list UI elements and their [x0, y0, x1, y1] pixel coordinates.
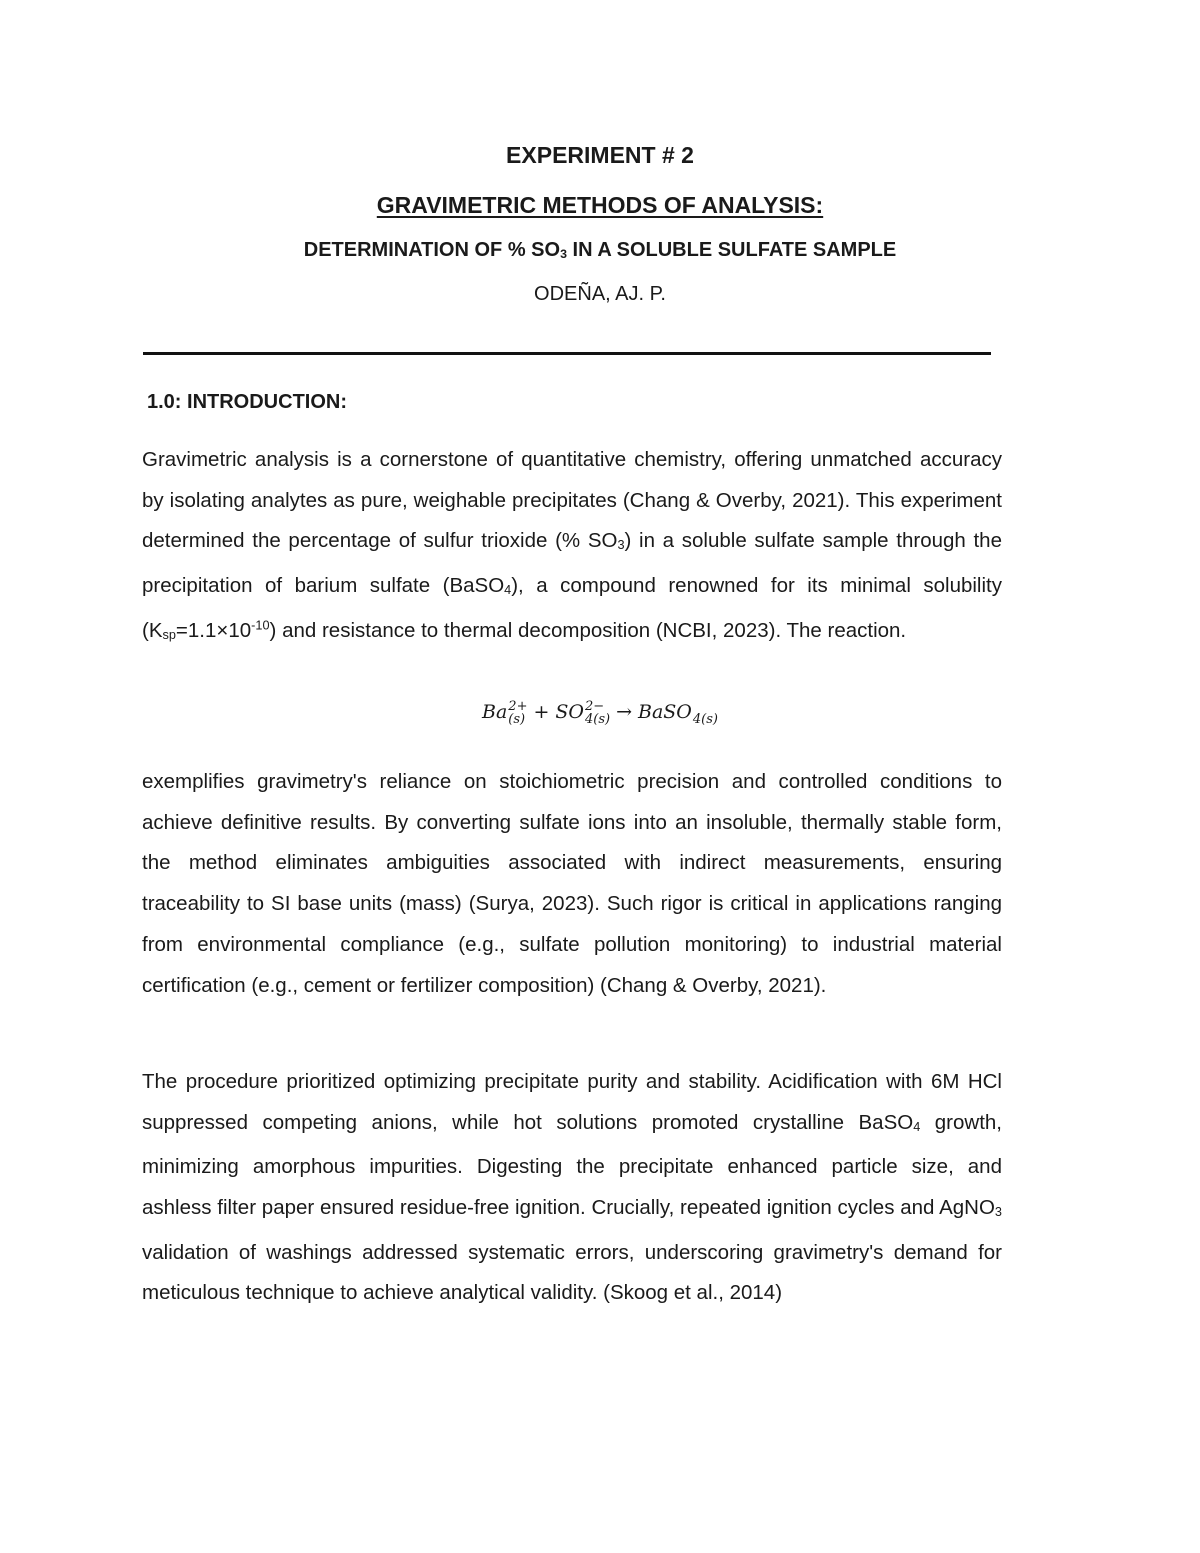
paragraph-intro	[142, 440, 1002, 655]
equation-term-sulfate	[555, 700, 610, 726]
subtitle-suffix: IN A SOLUBLE SULFATE SAMPLE	[566, 239, 897, 261]
author-name: ODEÑA, AJ. P.	[534, 283, 666, 305]
equation-superscript: 2+	[508, 699, 528, 714]
equation-subscript: (s)	[508, 712, 526, 727]
paragraph-exemplifies: exemplifies gravimetry's reliance on stoichiometric precision and controlled conditions to achieve definitive results. By converting sulfate ions into an insoluble, thermally stable form, the method eliminates ambiguities associated with indirect measurements, ensuring traceability to SI base units (mass) (Surya, 2023). Such rigor is critical in applications ranging from environmental compliance (e.g., sulfate pollution monitoring) to industrial material certification (e.g., cement or fertilizer composition) (Chang & Overby, 2021).	[142, 770, 1002, 997]
document-subtitle	[0, 239, 1200, 262]
subscript: 4	[913, 1118, 921, 1134]
equation-term-product	[638, 700, 718, 726]
equation-arrow: →	[616, 701, 632, 723]
subtitle-prefix: DETERMINATION OF % SO	[303, 239, 561, 261]
horizontal-rule	[143, 352, 991, 355]
equation-plus: +	[533, 701, 550, 723]
subtitle-subscript: 3	[560, 246, 567, 261]
equation-base: Ba	[482, 701, 508, 723]
method-title: GRAVIMETRIC METHODS OF ANALYSIS:	[376, 192, 824, 218]
paragraph-text: growth, minimizing amorphous impurities. Digesting the precipitate enhanced particle size, and ashless filter paper ensured residue-free ignition. Crucially, repeated ignition cycles and AgNO	[142, 1110, 1003, 1220]
equation-term-barium	[482, 700, 527, 726]
subscript: 3	[994, 1203, 1002, 1219]
equation-subscript: 4(s)	[692, 712, 718, 727]
superscript: -10	[251, 617, 270, 632]
section-heading: 1.0: INTRODUCTION:	[147, 391, 347, 413]
subscript: sp	[162, 626, 176, 642]
paragraph-text: ), a compound renowned for its minimal solubility (K	[142, 574, 1002, 642]
equation-base: BaSO	[638, 701, 692, 723]
paragraph-text: Gravimetric analysis is a cornerstone of quantitative chemistry, offering unmatched accuracy by isolating analytes as pure, weighable precipitates (Chang & Overby, 2021). This experiment determined the percentage of sulfur trioxide (% SO	[142, 448, 1002, 553]
subscript: 3	[617, 537, 625, 553]
paragraph-text: ) in a soluble sulfate sample through the precipitation of barium sulfate (BaSO	[142, 529, 1002, 598]
paragraph-procedure	[142, 1062, 1002, 1314]
experiment-title: EXPERIMENT # 2	[506, 142, 694, 168]
paragraph-text: validation of washings addressed systematic errors, underscoring gravimetry's demand for meticulous technique to achieve analytical validity. (Skoog et al., 2014)	[142, 1240, 1002, 1305]
subscript: 4	[504, 581, 512, 597]
paragraph-text: ) and resistance to thermal decomposition (NCBI, 2023). The reaction.	[269, 618, 907, 642]
chemical-equation	[0, 700, 1200, 726]
equation-base: SO	[555, 701, 584, 723]
paragraph-text: The procedure prioritized optimizing precipitate purity and stability. Acidification with 6M HCl suppressed competing anions, while hot solutions promoted crystalline BaSO	[142, 1070, 1002, 1134]
equation-superscript: 2−	[584, 699, 605, 714]
paragraph-text: =1.1×10	[175, 618, 252, 642]
equation-subscript: 4(s)	[584, 712, 611, 727]
